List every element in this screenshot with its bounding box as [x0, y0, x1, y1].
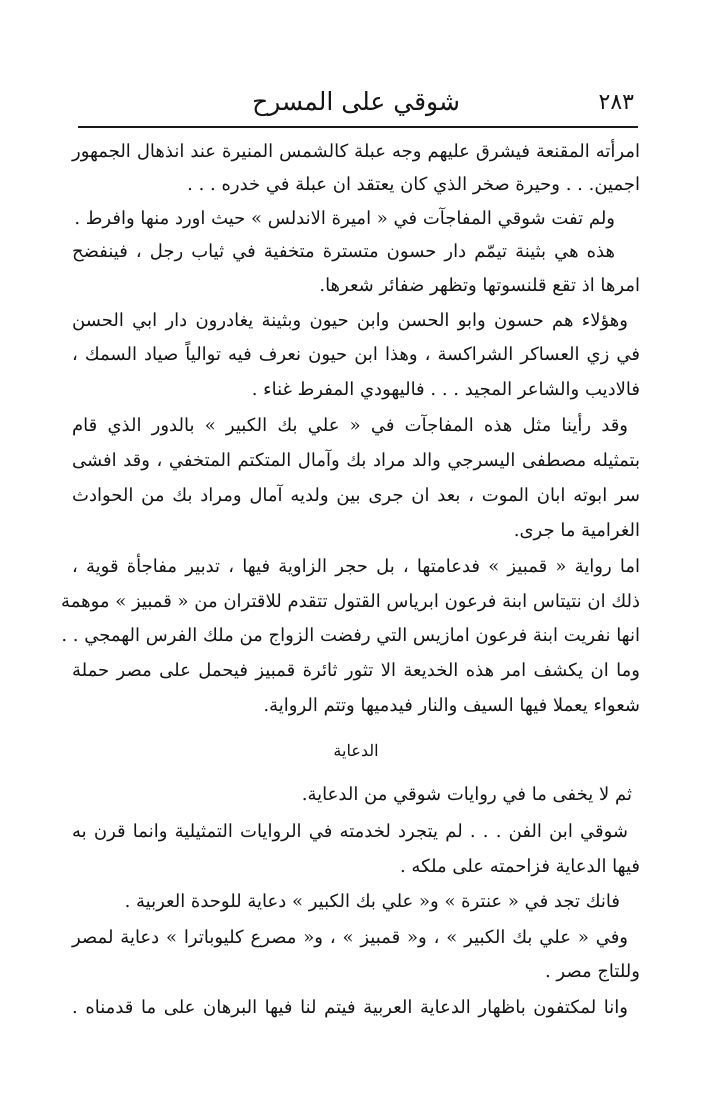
text-line: وانا لمكتفون باظهار الدعاية العربية فيتم لنا فيها البرهان على ما قدمناه .	[72, 997, 628, 1018]
running-title: شوقي على المسرح	[252, 87, 460, 116]
text-line: وللتاج مصر .	[544, 961, 640, 982]
text-line: وقد رأينا مثل هذه المفاجآت في « علي بك الكبير » بالدور الذي قام	[72, 415, 628, 436]
text-line: فيها الدعاية فزاحمته على ملكه .	[399, 856, 640, 877]
text-line: سر ابوته ابان الموت ، بعد ان جرى بين ولديه آمال ومراد بك من الحوادث	[72, 485, 640, 506]
text-line: وهؤلاء هم حسون وابو الحسن وابن حيون وبثينة يغادرون دار ابي الحسن	[72, 310, 628, 331]
text-line: ثم لا يخفى ما في روايات شوقي من الدعاية.	[301, 784, 632, 805]
text-line: ولم تفت شوقي المفاجآت في « اميرة الاندلس » حيث اورد منها وافرط .	[74, 208, 615, 229]
text-line: امرأته المقنعة فيشرق عليهم وجه عبلة كالشمس المنيرة عند انذهال الجمهور	[72, 141, 640, 162]
text-line: ذلك ان نتيتاس ابنة فرعون ابرياس القتول تتقدم للاقتران من « قمبيز » موهمة	[61, 591, 640, 612]
text-line: هذه هي بثينة تيمّم دار حسون متسترة متخفية في ثياب رجل ، فينفضح	[72, 241, 615, 262]
text-line: وما ان يكشف امر هذه الخديعة الا تثور ثائرة قمبيز فيحمل على مصر حملة	[72, 660, 640, 681]
text-line: في زي العساكر الشراكسة ، وهذا ابن حيون نعرف فيه توالياً صياد السمك ،	[72, 344, 640, 365]
text-line: الغرامية ما جرى.	[513, 520, 640, 541]
text-line: اجمين. . . وحيرة صخر الذي كان يعتقد ان عبلة في خدره . . .	[187, 174, 640, 195]
text-line: وفي « علي بك الكبير » ، و« قمبيز » ، و« مصرع كليوباترا » دعاية لمصر	[72, 927, 628, 948]
text-line: فالاديب والشاعر المجيد . . . فاليهودي المفرط غناء .	[251, 379, 640, 400]
text-line: شعواء يعملا فيها السيف والنار فيدميها وتتم الرواية.	[263, 695, 640, 716]
text-line: انها نفريت ابنة فرعون امازيس التي رفضت الزواج من ملك الفرس الهمجي . .	[61, 625, 640, 646]
header-rule	[78, 126, 638, 128]
text-line: اما رواية « قمبيز » فدعامتها ، بل حجر الزاوية فيها ، تدبير مفاجأة قوية ،	[72, 556, 640, 577]
page-header	[78, 88, 634, 122]
text-line: شوقي ابن الفن . . . لم يتجرد لخدمته في الروايات التمثيلية وانما قرن به	[72, 821, 628, 842]
text-line: امرها اذ تقع قلنسوتها وتظهر ضفائر شعرها.	[319, 275, 640, 296]
section-heading: الدعاية	[333, 741, 379, 760]
text-line: فانك تجد في « عنترة » و« علي بك الكبير » دعاية للوحدة العربية .	[124, 891, 620, 912]
page-number: ٢٨٣	[598, 90, 634, 115]
text-line: بتمثيله مصطفى اليسرجي والد مراد بك وآمال المتكتم المتخفي ، وقد افشى	[72, 450, 640, 471]
